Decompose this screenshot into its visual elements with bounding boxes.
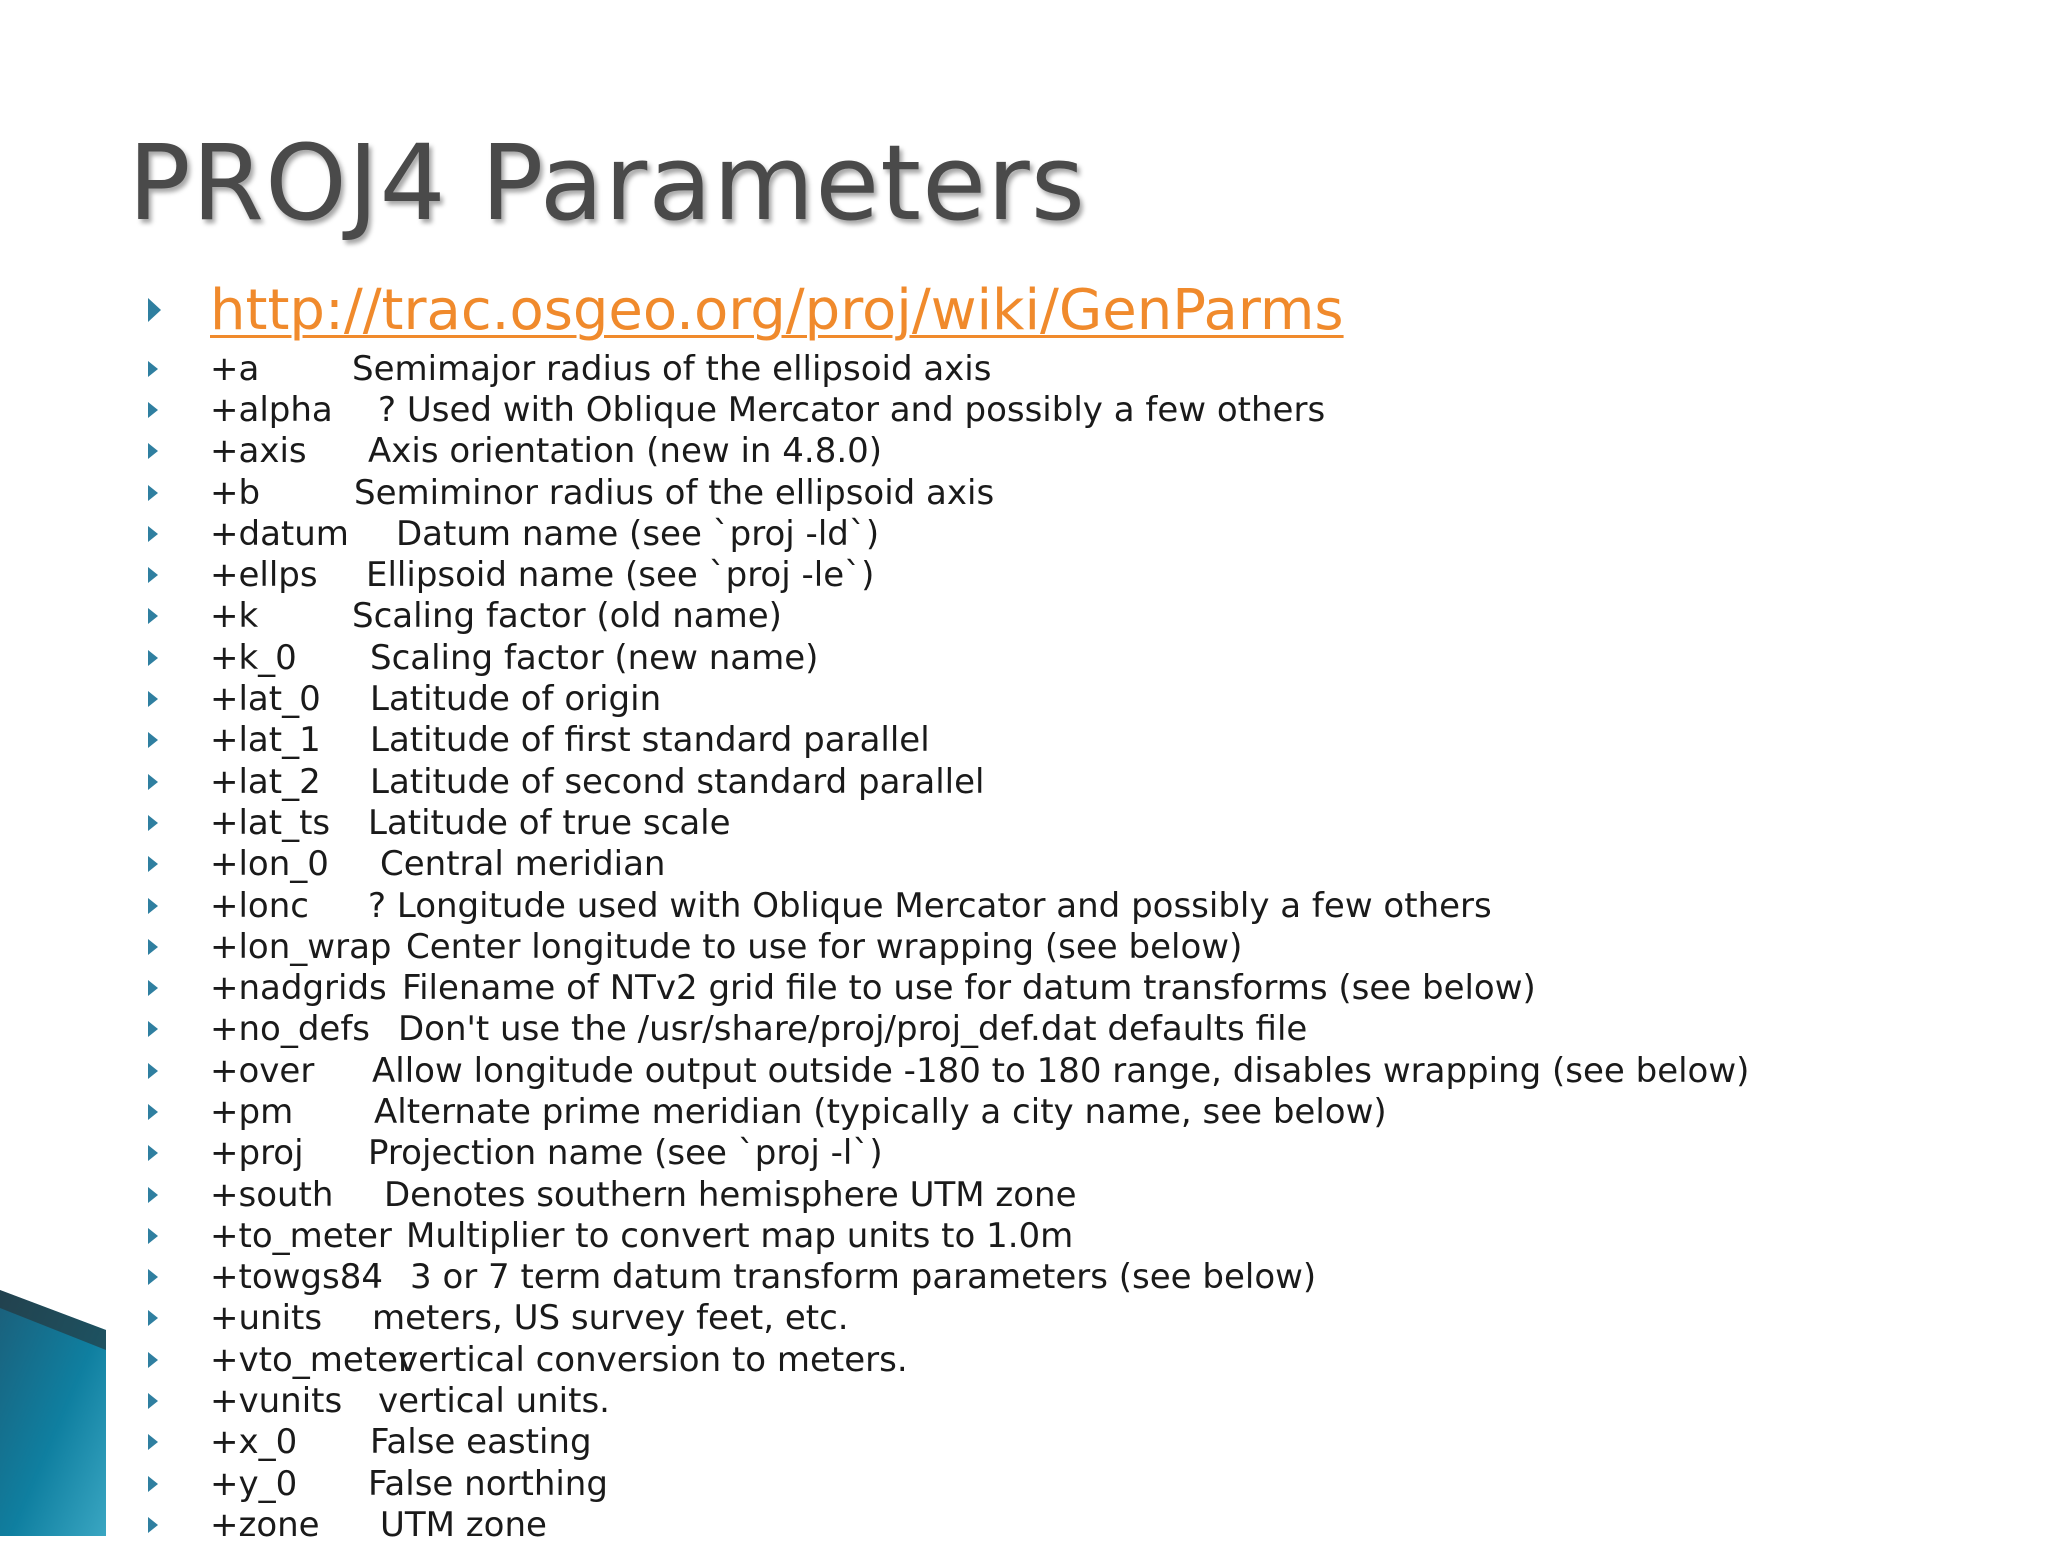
bullet-arrow-icon (148, 1476, 158, 1492)
param-description: Ellipsoid name (see `proj -le`) (366, 555, 875, 596)
list-item (0, 926, 2048, 967)
parameter-list (0, 272, 2048, 1546)
param-description: Latitude of first standard parallel (370, 720, 930, 761)
list-item (0, 472, 2048, 513)
param-name: +over (210, 1050, 315, 1091)
param-description: ? Longitude used with Oblique Mercator and possibly a few others (368, 885, 1492, 926)
param-description: Scaling factor (old name) (352, 596, 782, 637)
param-name: +x_0 (210, 1422, 298, 1463)
param-name: +south (210, 1174, 334, 1215)
param-description: vertical units. (378, 1381, 610, 1422)
param-name: +alpha (210, 389, 333, 430)
param-name: +lat_ts (210, 802, 331, 843)
list-item (0, 885, 2048, 926)
param-name: +vto_meter (210, 1339, 413, 1380)
list-item (0, 596, 2048, 637)
bullet-arrow-icon (148, 980, 158, 996)
bullet-arrow-icon (148, 1145, 158, 1161)
bullet-arrow-icon (148, 361, 158, 377)
list-item (0, 761, 2048, 802)
param-description: UTM zone (380, 1504, 547, 1545)
bullet-arrow-icon (148, 1104, 158, 1120)
list-item (0, 554, 2048, 595)
bullet-arrow-icon (148, 856, 158, 872)
bullet-arrow-icon (148, 608, 158, 624)
param-name: +proj (210, 1133, 304, 1174)
param-description: False easting (370, 1422, 592, 1463)
param-name: +k (210, 596, 259, 637)
param-description: Latitude of second standard parallel (370, 761, 985, 802)
param-description: Allow longitude output outside -180 to 180 range, disables wrapping (see below) (372, 1050, 1750, 1091)
param-description: Axis orientation (new in 4.8.0) (368, 431, 883, 472)
list-item (0, 1091, 2048, 1132)
bullet-arrow-icon (148, 1021, 158, 1037)
list-item (0, 389, 2048, 430)
bullet-arrow-icon (148, 1063, 158, 1079)
param-description: Semiminor radius of the ellipsoid axis (354, 472, 995, 513)
param-description: Latitude of origin (370, 679, 662, 720)
bullet-arrow-icon (148, 1517, 158, 1533)
list-item (0, 1504, 2048, 1545)
param-name: +lat_2 (210, 761, 321, 802)
bullet-arrow-icon (148, 1269, 158, 1285)
list-item-link (0, 272, 2048, 348)
list-item (0, 1422, 2048, 1463)
param-description: Don't use the /usr/share/proj/proj_def.dat defaults file (398, 1009, 1308, 1050)
list-item (0, 431, 2048, 472)
param-name: +datum (210, 513, 349, 554)
param-name: +vunits (210, 1381, 343, 1422)
bullet-arrow-icon (148, 691, 158, 707)
bullet-arrow-icon (148, 526, 158, 542)
param-description: Datum name (see `proj -ld`) (396, 513, 880, 554)
param-name: +nadgrids (210, 968, 387, 1009)
param-name: +pm (210, 1091, 294, 1132)
list-item (0, 1339, 2048, 1380)
list-item (0, 1298, 2048, 1339)
bullet-arrow-icon (148, 1187, 158, 1203)
param-description: Center longitude to use for wrapping (see below) (406, 926, 1243, 967)
param-name: +lat_1 (210, 720, 321, 761)
list-item (0, 844, 2048, 885)
bullet-arrow-icon (148, 650, 158, 666)
list-item (0, 513, 2048, 554)
bullet-arrow-icon (148, 402, 158, 418)
bullet-arrow-icon (148, 815, 158, 831)
bullet-arrow-icon (148, 1352, 158, 1368)
list-item (0, 1174, 2048, 1215)
list-item (0, 348, 2048, 389)
list-item (0, 1050, 2048, 1091)
param-description: ? Used with Oblique Mercator and possibly a few others (378, 389, 1326, 430)
param-name: +y_0 (210, 1463, 298, 1504)
bullet-arrow-icon (148, 732, 158, 748)
param-description: Scaling factor (new name) (370, 637, 819, 678)
param-description: Filename of NTv2 grid file to use for datum transforms (see below) (402, 968, 1536, 1009)
list-item (0, 1257, 2048, 1298)
param-description: Alternate prime meridian (typically a city name, see below) (374, 1091, 1387, 1132)
bullet-arrow-icon (148, 485, 158, 501)
list-item (0, 1009, 2048, 1050)
param-name: +a (210, 348, 260, 389)
list-item (0, 802, 2048, 843)
bullet-arrow-icon (148, 1310, 158, 1326)
list-item (0, 967, 2048, 1008)
param-name: +lat_0 (210, 679, 321, 720)
bullet-arrow-icon (148, 1434, 158, 1450)
bullet-arrow-icon (148, 1393, 158, 1409)
bullet-arrow-icon (148, 567, 158, 583)
param-name: +units (210, 1298, 323, 1339)
param-description: Denotes southern hemisphere UTM zone (384, 1174, 1077, 1215)
param-description: Projection name (see `proj -l`) (368, 1133, 883, 1174)
list-item (0, 1215, 2048, 1256)
param-description: False northing (368, 1463, 608, 1504)
param-description: Semimajor radius of the ellipsoid axis (352, 348, 992, 389)
param-description: Latitude of true scale (368, 802, 731, 843)
list-item (0, 1463, 2048, 1504)
bullet-arrow-icon (148, 774, 158, 790)
list-item (0, 720, 2048, 761)
param-name: +lonc (210, 885, 309, 926)
list-item (0, 1380, 2048, 1421)
bullet-arrow-icon (148, 443, 158, 459)
param-name: +axis (210, 431, 307, 472)
param-name: +to_meter (210, 1215, 392, 1256)
genparms-link[interactable]: http://trac.osgeo.org/proj/wiki/GenParms (210, 277, 1344, 343)
param-description: Central meridian (380, 844, 666, 885)
param-description: vertical conversion to meters. (398, 1339, 908, 1380)
param-description: 3 or 7 term datum transform parameters (see below) (410, 1257, 1317, 1298)
bullet-arrow-icon (148, 939, 158, 955)
param-description: Multiplier to convert map units to 1.0m (406, 1215, 1074, 1256)
page-title: PROJ4 Parameters (128, 122, 1086, 244)
list-item (0, 678, 2048, 719)
param-description: meters, US survey feet, etc. (372, 1298, 849, 1339)
param-name: +lon_wrap (210, 926, 392, 967)
bullet-arrow-icon (148, 898, 158, 914)
param-name: +b (210, 472, 261, 513)
list-item (0, 1133, 2048, 1174)
param-name: +towgs84 (210, 1257, 383, 1298)
param-name: +zone (210, 1504, 320, 1545)
param-name: +lon_0 (210, 844, 329, 885)
param-name: +k_0 (210, 637, 297, 678)
bullet-arrow-icon (148, 298, 161, 322)
list-item (0, 637, 2048, 678)
param-name: +no_defs (210, 1009, 371, 1050)
param-name: +ellps (210, 555, 318, 596)
bullet-arrow-icon (148, 1228, 158, 1244)
